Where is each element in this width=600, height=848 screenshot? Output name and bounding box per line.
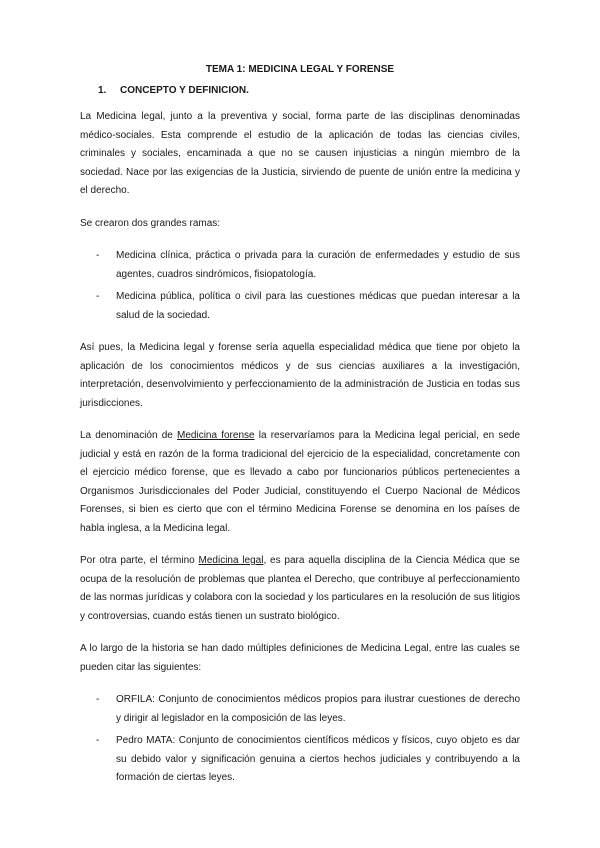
term-medicina-forense: Medicina forense (177, 430, 255, 441)
section-title: CONCEPTO Y DEFINICION. (120, 85, 249, 96)
dash-bullet: - (96, 694, 100, 705)
paragraph-definition: Así pues, la Medicina legal y forense sería aquella especialidad médica que tiene por objeto la aplicación de los conocimientos médicos y de sus ciencias auxiliares a la investigación, interpretación, desenvolvimiento y perfeccionamiento de la administración de Justicia en todas sus jurisdicciones. (80, 342, 520, 409)
dash-bullet: - (96, 250, 100, 261)
document-page (80, 64, 520, 802)
list-item: - Pedro MATA: Conjunto de conocimientos científicos médicos y físicos, cuyo objeto es dar su debido valor y significación genuina a ciertos hechos judiciales y contribuyendo a la formación de ciertas leyes. (80, 732, 520, 788)
dash-bullet: - (96, 291, 100, 302)
section-heading (80, 85, 520, 96)
section-number: 1. (98, 85, 107, 96)
paragraph-forensic: La denominación de Medicina forense la reservaríamos para la Medicina legal pericial, en sede judicial y está en razón de la forma tradicional del ejercicio de la especialidad, concretamente con el ejercicio médico forense, que es llevado a cabo por funcionarios públicos pertenecientes a Organismos Jurisdiccionales del Poder Judicial, constituyendo el Cuerpo Nacional de Médicos Forenses, si bien es cierto que con el término Medicina Forense se denomina en los países de habla inglesa, a la Medicina legal. (80, 430, 520, 534)
list-item: - Medicina clínica, práctica o privada para la curación de enfermedades y estudio de sus agentes, cuadros sindrómicos, fisiopatología. (80, 247, 520, 284)
list-item: - Medicina pública, política o civil para las cuestiones médicas que puedan interesar a la salud de la sociedad. (80, 288, 520, 325)
definitions-list (80, 691, 520, 788)
document-title: TEMA 1: MEDICINA LEGAL Y FORENSE (205, 64, 395, 75)
paragraph-intro: La Medicina legal, junto a la preventiva y social, forma parte de las disciplinas denominadas médico-sociales. Esta comprende el estudio de la aplicación de todas las ciencias civiles, criminales y sociales, encaminada a que no se causen injusticias a ningún miembro de la sociedad. Nace por las exigencias de la Justicia, sirviendo de puente de unión entre la medicina y el derecho. (80, 111, 520, 196)
paragraph-history: A lo largo de la historia se han dado múltiples definiciones de Medicina Legal, entre las cuales se pueden citar las siguientes: (80, 643, 520, 673)
dash-bullet: - (96, 735, 100, 746)
paragraph-legal: Por otra parte, el término Medicina legal, es para aquella disciplina de la Ciencia Médica que se ocupa de la resolución de problemas que plantea el Derecho, que contribuye al perfeccionamiento de las normas jurídicas y colabora con la sociedad y los particulares en la resolución de sus litigios y controversias, cuando estás tienen un sustrato biológico. (80, 555, 520, 622)
list-item: - ORFILA: Conjunto de conocimientos médicos propios para ilustrar cuestiones de derecho y dirigir al legislador en la composición de las leyes. (80, 691, 520, 728)
paragraph-branches: Se crearon dos grandes ramas: (80, 217, 221, 229)
branches-list (80, 247, 520, 325)
term-medicina-legal: Medicina legal (198, 555, 264, 566)
